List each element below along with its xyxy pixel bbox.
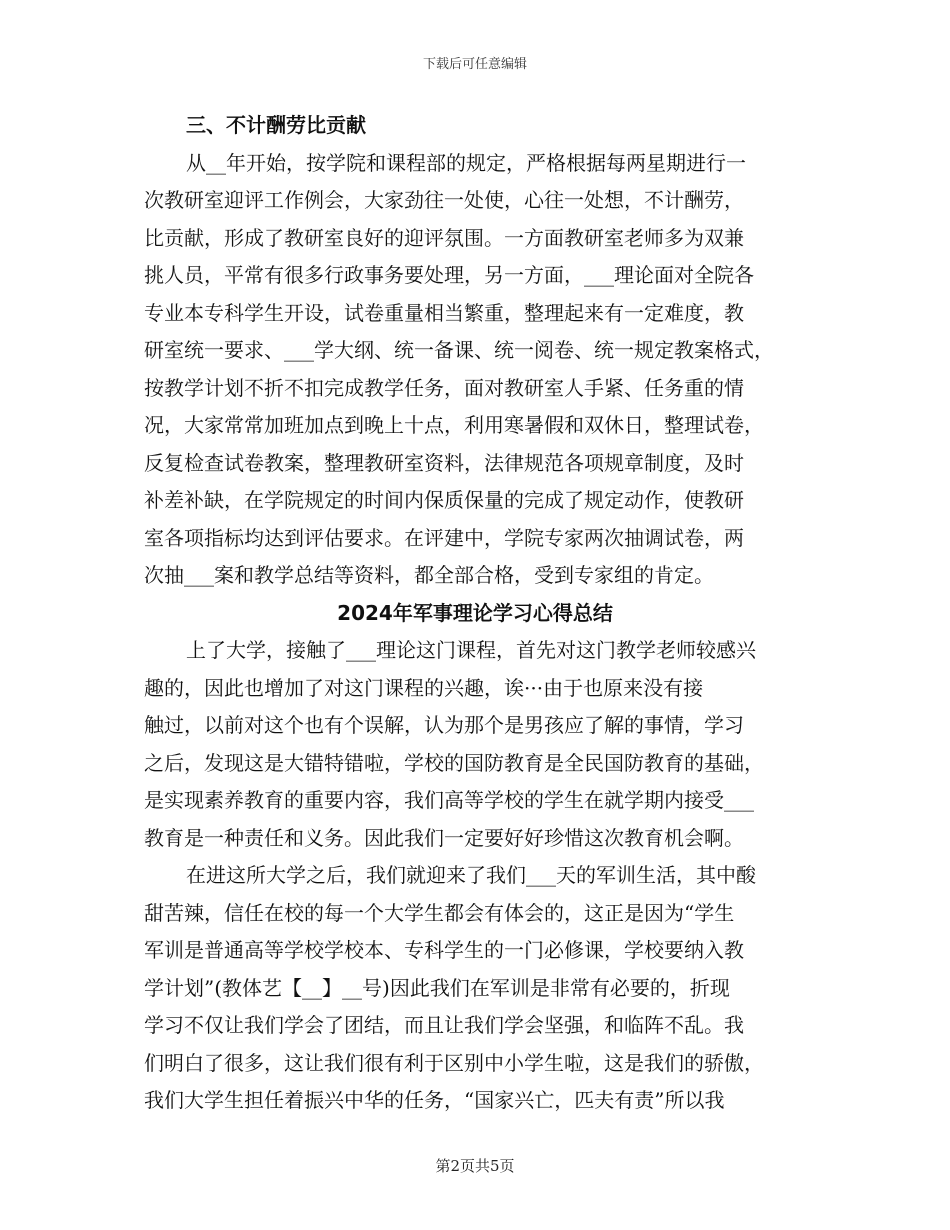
- text-line: 们明白了很多，这让我们很有利于区别中小学生啦，这是我们的骄傲，: [144, 1050, 764, 1075]
- page-number: 第2页共5页: [435, 1157, 515, 1175]
- text-line: 触过，以前对这个也有个误解，认为那个是男孩应了解的事情，学习: [144, 713, 744, 737]
- section-heading: 三、不计酬劳比贡献: [186, 113, 366, 137]
- text-line: 趣的，因此也增加了对这门课程的兴趣，诶···由于也原来没有接: [144, 675, 704, 700]
- header-note: 下载后可任意编辑: [422, 57, 527, 72]
- text-line: 在进这所大学之后，我们就迎来了我们___天的军训生活，其中酸: [186, 863, 756, 887]
- text-line: 是实现素养教育的重要内容，我们高等学校的学生在就学期内接受___: [144, 788, 754, 812]
- text-line: 况，大家常常加班加点到晚上十点，利用寒暑假和双休日，整理试卷，: [144, 413, 764, 437]
- text-line: 次教研室迎评工作例会，大家劲往一处使，心往一处想，不计酬劳，: [144, 188, 744, 212]
- text-line: 从__年开始，按学院和课程部的规定，严格根据每两星期进行一: [186, 150, 746, 175]
- text-line: 室各项指标均达到评估要求。在评建中，学院专家两次抽调试卷，两: [144, 525, 744, 550]
- text-line: 教育是一种责任和义务。因此我们一定要好好珍惜这次教育机会啊。: [144, 825, 744, 850]
- text-line: 比贡献，形成了教研室良好的迎评氛围。一方面教研室老师多为双兼: [144, 225, 744, 250]
- document-title: 2024年军事理论学习心得总结: [337, 600, 613, 625]
- text-line: 甜苦辣，信任在校的每一个大学生都会有体会的，这正是因为“学生: [144, 900, 735, 925]
- text-line: 挑人员，平常有很多行政事务要处理，另一方面，___理论面对全院各: [144, 263, 754, 287]
- text-line: 补差补缺，在学院规定的时间内保质保量的完成了规定动作，使教研: [144, 488, 744, 512]
- text-line: 之后，发现这是大错特错啦，学校的国防教育是全民国防教育的基础，: [144, 750, 764, 775]
- text-line: 学习不仅让我们学会了团结，而且让我们学会坚强，和临阵不乱。我: [144, 1013, 744, 1037]
- text-line: 学计划”(教体艺【__】__号)因此我们在军训是非常有必要的，折现: [144, 975, 730, 1000]
- text-line: 我们大学生担任着振兴中华的任务，“国家兴亡，匹夫有责”所以我: [144, 1088, 725, 1112]
- text-line: 次抽___案和教学总结等资料，都全部合格，受到专家组的肯定。: [144, 563, 714, 587]
- text-line: 专业本专科学生开设，试卷重量相当繁重，整理起来有一定难度，教: [144, 300, 744, 325]
- text-line: 军训是普通高等学校学校本、专科学生的一门必修课，学校要纳入教: [144, 938, 744, 962]
- text-line: 上了大学，接触了___理论这门课程，首先对这门教学老师较感兴: [186, 638, 756, 662]
- text-line: 反复检查试卷教案，整理教研室资料，法律规范各项规章制度，及时: [144, 450, 744, 475]
- text-line: 按教学计划不折不扣完成教学任务，面对教研室人手紧、任务重的情: [144, 375, 744, 400]
- text-line: 研室统一要求、___学大纲、统一备课、统一阅卷、统一规定教案格式，: [144, 338, 774, 362]
- document-body: [144, 107, 806, 1120]
